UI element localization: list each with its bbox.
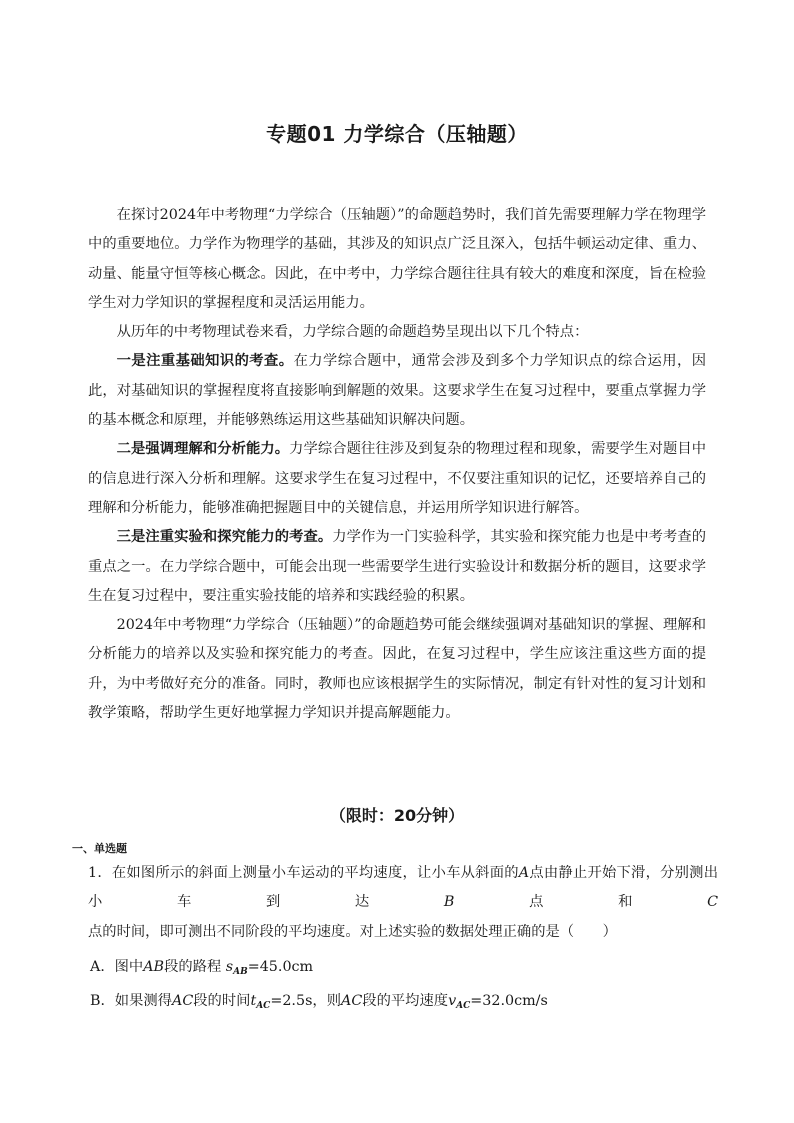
- intro-paragraph: 从历年的中考物理试卷来看，力学综合题的命题趋势呈现出以下几个特点：: [116, 324, 589, 341]
- question-text: 点和: [454, 894, 708, 911]
- variable-subscript: AC: [456, 1001, 471, 1012]
- segment-label: AB: [143, 959, 165, 975]
- variable: s: [225, 959, 234, 975]
- variable: t: [250, 993, 257, 1010]
- question-1: [88, 859, 718, 947]
- intro-paragraph: 在探讨2024年中考物理“力学综合（压轴题）”的命题趋势时，我们首先需要理解力学在物理学中的重要地位。力学作为物理学的基础，其涉及的知识点广泛且深入，包括牛顿运动定律、重力、动量、能量守恒等核心概念。因此，在中考中，力学综合题往往具有较大的难度和深度，旨在检验学生对力学知识的掌握程度和灵活运用能力。: [88, 207, 706, 311]
- segment-label: AC: [341, 993, 363, 1010]
- segment-label: AC: [172, 993, 194, 1010]
- option-b[interactable]: [90, 987, 710, 1021]
- variable: v: [448, 993, 457, 1010]
- intro-paragraph: 2024年中考物理“力学综合（压轴题）”的命题趋势可能会继续强调对基础知识的掌握、理解和分析能力的培养以及实验和探究能力的考查。因此，在复习过程中，学生应该注重这些方面的提升，为中考做好充分的准备。同时，教师也应该根据学生的实际情况，制定有针对性的复习计划和教学策略，帮助学生更好地掌握力学知识并提高解题能力。: [88, 617, 706, 722]
- question-text: 1．在如图所示的斜面上测量小车运动的平均速度，让小车从斜面的: [88, 865, 519, 881]
- option-text: 段的路程: [164, 959, 226, 975]
- intro-point-heading: 二是强调理解和分析能力。: [116, 441, 290, 458]
- option-text: 段的时间: [193, 993, 251, 1010]
- question-stem: [88, 859, 718, 947]
- intro-paragraph: [88, 523, 706, 611]
- time-limit: （限时：20分钟）: [329, 806, 465, 825]
- point-label: A: [518, 865, 530, 881]
- option-text: =2.5s，则: [270, 993, 342, 1010]
- intro-text: [88, 201, 706, 728]
- question-text: 点由静止开始下滑，分别测出小车到达: [88, 865, 719, 911]
- intro-point-heading: 三是注重实验和探究能力的考查。: [116, 529, 333, 546]
- intro-paragraph: [88, 347, 706, 435]
- intro-point-text: 力学综合题往往涉及到复杂的物理过程和现象，需要学生对题目中的信息进行深入分析和理解。这要求学生在复习过程中，不仅要注重知识的记忆，还要培养自己的理解和分析能力，能够准确把握题目中的关键信息，并运用所学知识进行解答。: [88, 441, 707, 516]
- option-text: =45.0cm: [247, 959, 314, 975]
- point-label: B: [443, 894, 455, 911]
- option-text: A．图中: [90, 959, 144, 975]
- document-title: 专题01 力学综合（压轴题）: [266, 122, 528, 146]
- option-text: =32.0cm/s: [470, 993, 548, 1010]
- variable-subscript: AC: [256, 1001, 271, 1012]
- intro-point-heading: 一是注重基础知识的考查。: [116, 353, 294, 370]
- intro-point-text: 力学作为一门实验科学，其实验和探究能力也是中考考查的重点之一。在力学综合题中，可能会出现一些需要学生进行实验设计和数据分析的题目，这要求学生在复习过程中，要注重实验技能的培养和实践经验的积累。: [88, 529, 707, 604]
- option-a[interactable]: [90, 953, 710, 987]
- option-text: 段的平均速度: [362, 993, 449, 1010]
- variable-subscript: AB: [233, 967, 248, 977]
- point-label: C: [707, 894, 719, 911]
- question-text: 点的时间，即可测出不同阶段的平均速度。对上述实验的数据处理正确的是（ ）: [88, 923, 617, 940]
- intro-paragraph: [88, 435, 706, 523]
- answer-options: [90, 953, 710, 1022]
- intro-point-text: 在力学综合题中，通常会涉及到多个力学知识点的综合运用，因此，对基础知识的掌握程度将直接影响到解题的效果。这要求学生在复习过程中，要重点掌握力学的基本概念和原理，并能够熟练运用这些基础知识解决问题。: [88, 353, 707, 429]
- option-text: B．如果测得: [90, 993, 172, 1010]
- section-heading: 一、单选题: [72, 842, 127, 855]
